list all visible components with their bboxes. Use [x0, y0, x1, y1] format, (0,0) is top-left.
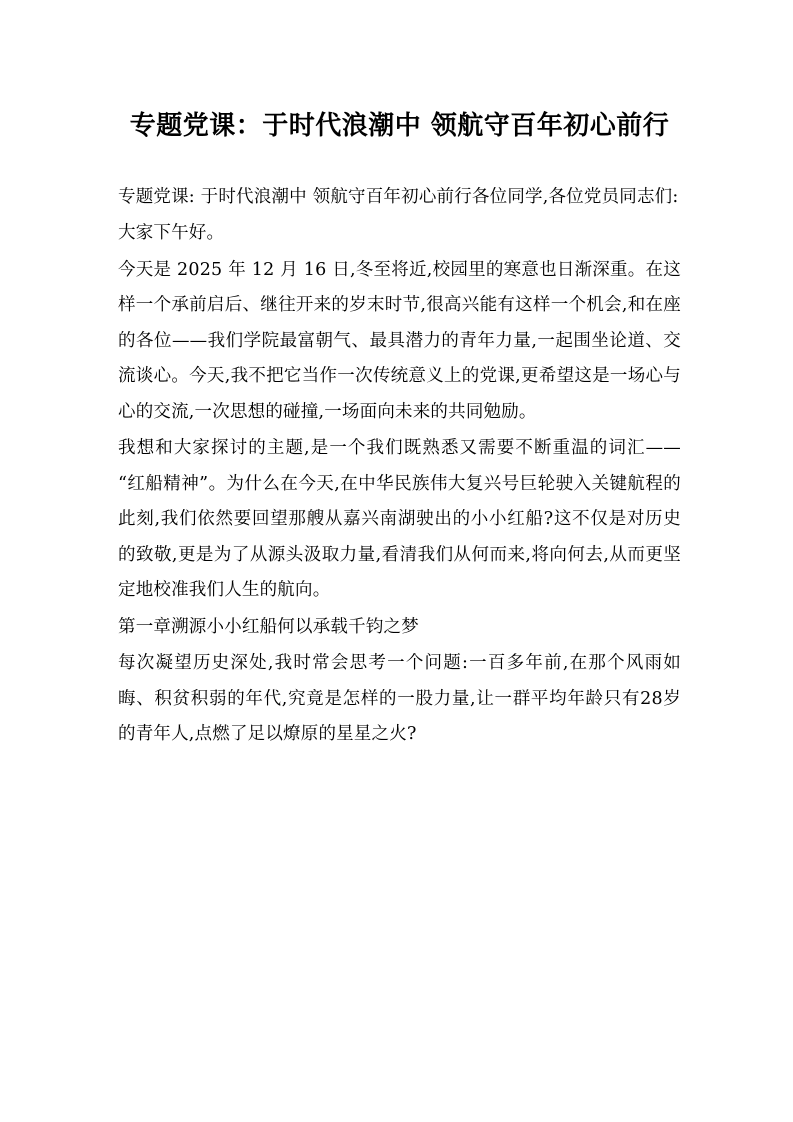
- paragraph: 每次凝望历史深处,我时常会思考一个问题:一百多年前,在那个风雨如晦、积贫积弱的年代,究竟是怎样的一股力量,让一群平均年龄只有28岁的青年人,点燃了足以燎原的星星之火?: [118, 653, 681, 745]
- section-heading: 第一章溯源小小红船何以承载千钧之梦: [118, 616, 419, 637]
- page-title: 专题党课：于时代浪潮中 领航守百年初心前行: [129, 111, 670, 141]
- paragraph: 今天是 2025 年 12 月 16 日,冬至将近,校园里的寒意也日渐深重。在这样一个承前启后、继往开来的岁末时节,很高兴能有这样一个机会,和在座的各位——我们学院最富朝气、最具潜力的青年力量,一起围坐论道、交流谈心。今天,我不把它当作一次传统意义上的党课,更希望这是一场心与心的交流,一次思想的碰撞,一场面向未来的共同勉励。: [118, 259, 681, 422]
- paragraph: 我想和大家探讨的主题,是一个我们既熟悉又需要不断重温的词汇——“红船精神”。为什么在今天,在中华民族伟大复兴号巨轮驶入关键航程的此刻,我们依然要回望那艘从嘉兴南湖驶出的小小红船?这不仅是对历史的致敬,更是为了从源头汲取力量,看清我们从何而来,将向何去,从而更坚定地校准我们人生的航向。: [118, 438, 681, 601]
- paragraph: 大家下午好。: [118, 223, 225, 244]
- document-body: [118, 180, 681, 753]
- paragraph: 专题党课: 于时代浪潮中 领航守百年初心前行各位同学,各位党员同志们:: [118, 186, 679, 207]
